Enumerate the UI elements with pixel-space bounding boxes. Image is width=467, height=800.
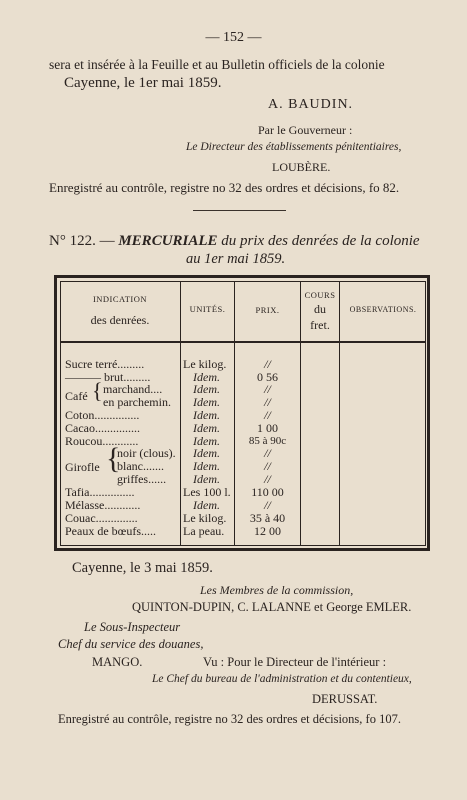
chef-bureau-label: Le Chef du bureau de l'administration et du contentieux, [152, 673, 412, 685]
decree-number: N° 122. — [49, 233, 115, 249]
derussat-signature: DERUSSAT. [312, 692, 378, 706]
row-unit: Le kilog. [183, 511, 227, 525]
members-names: QUINTON-DUPIN, C. LALANNE et George EMLER. [132, 600, 412, 614]
decree-title-line-2: au 1er mai 1859. [186, 251, 286, 267]
row-price: // [264, 472, 271, 486]
row-item: griffes...... [117, 472, 167, 486]
row-price: 1 00 [257, 421, 278, 435]
row-unit: La peau. [183, 524, 225, 538]
row-item: Sucre terré......... [65, 357, 145, 371]
row-price: // [264, 459, 271, 473]
row-unit: Idem. [193, 408, 220, 422]
row-item: Cacao............... [65, 421, 140, 435]
director-title: Le Directeur des établissements pénitentiaires, [186, 141, 402, 153]
registration-line-2: Enregistré au contrôle, registre no 32 des ordres et décisions, fo 107. [58, 712, 401, 726]
row-item: ——— brut......... [65, 370, 151, 384]
col-divider-1 [180, 281, 181, 546]
row-item: noir (clous). [117, 446, 176, 460]
row-item: Roucou............ [65, 434, 139, 448]
intro-line-2: Cayenne, le 1er mai 1859. [64, 75, 222, 91]
row-price: 85 à 90c [248, 435, 287, 447]
brace: { [106, 442, 121, 475]
row-item: en parchemin. [103, 395, 171, 409]
header-observations: OBSERVATIONS. [349, 305, 417, 314]
header-fret: fret. [310, 318, 330, 332]
closing-place-date: Cayenne, le 3 mai 1859. [72, 560, 213, 576]
members-label: Les Membres de la commission, [200, 583, 354, 597]
row-price: // [264, 395, 271, 409]
row-price: // [264, 446, 271, 460]
row-item: blanc....... [117, 459, 164, 473]
intro-line-1: sera et insérée à la Feuille et au Bulletin officiels de la colonie [49, 57, 385, 72]
header-denrees: des denrées. [90, 313, 150, 327]
row-price: 110 00 [251, 485, 284, 499]
row-unit: Idem. [193, 395, 220, 409]
row-unit: Idem. [193, 498, 220, 512]
header-cours: COURS [304, 290, 336, 300]
header-rule [60, 341, 426, 343]
row-unit: Les 100 l. [183, 485, 231, 499]
row-item: marchand.... [103, 382, 163, 396]
decree-title-line-1 [49, 233, 420, 250]
page-number: — 152 — [205, 30, 262, 45]
row-price: 35 à 40 [249, 511, 286, 525]
director-signature: LOUBÈRE. [272, 160, 331, 174]
row-unit: Idem. [193, 472, 220, 486]
header-du: du [314, 302, 326, 316]
section-divider [193, 210, 286, 211]
row-item: Peaux de bœufs..... [65, 524, 156, 538]
row-price: // [264, 498, 271, 512]
row-unit: Idem. [193, 434, 220, 448]
row-price: 12 00 [254, 524, 281, 538]
header-unites: UNITÉS. [189, 304, 226, 314]
row-price: // [264, 357, 271, 371]
row-item: Couac.............. [65, 511, 138, 525]
row-price: // [264, 382, 271, 396]
group-label-cafe: Café [65, 389, 88, 403]
header-indication: INDICATION [92, 294, 148, 304]
brace: { [92, 378, 103, 403]
row-price: // [264, 408, 271, 422]
governor-signature: A. BAUDIN. [268, 97, 354, 112]
col-divider-4 [339, 281, 340, 546]
row-unit: Idem. [193, 370, 220, 384]
row-unit: Idem. [193, 421, 220, 435]
registration-line-1: Enregistré au contrôle, registre no 32 des ordres et décisions, fo 82. [49, 180, 400, 195]
mango-signature: MANGO. [92, 655, 143, 669]
row-unit: Le kilog. [183, 357, 227, 371]
decree-title-main: MERCURIALE [118, 233, 218, 249]
row-item: Mélasse............ [65, 498, 141, 512]
decree-title-sub: du prix des denrées de la colonie [221, 233, 420, 249]
by-governor: Par le Gouverneur : [258, 123, 353, 137]
sous-inspecteur-label: Le Sous-Inspecteur [84, 620, 181, 634]
header-prix: PRIX. [255, 305, 280, 315]
row-unit: Idem. [193, 382, 220, 396]
row-item: Tafia............... [65, 485, 135, 499]
row-price: 0 56 [257, 370, 278, 384]
row-unit: Idem. [193, 446, 220, 460]
vu-line: Vu : Pour le Directeur de l'intérieur : [203, 655, 387, 669]
chef-douanes-label: Chef du service des douanes, [58, 637, 204, 651]
row-item: Coton............... [65, 408, 140, 422]
row-unit: Idem. [193, 459, 220, 473]
group-label-girofle: Girofle [65, 460, 100, 474]
